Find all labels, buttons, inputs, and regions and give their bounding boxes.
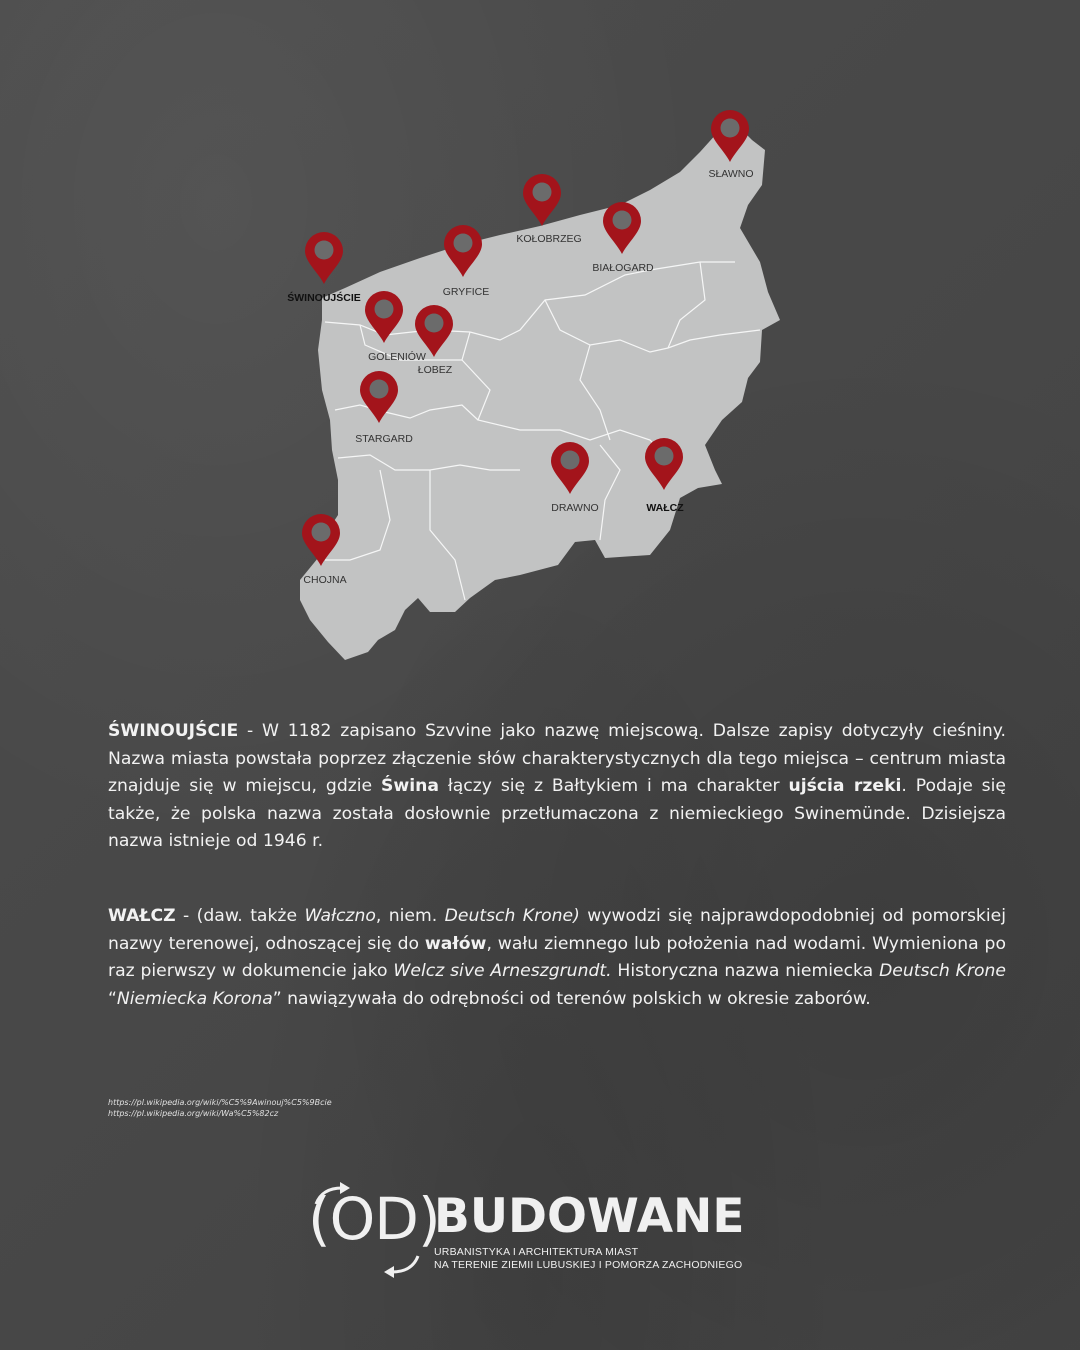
map-pin-hole [655, 447, 674, 466]
logo-od: (OD) [308, 1185, 440, 1253]
bold-term: wałów [424, 933, 487, 954]
text-span: Historyczna nazwa niemiecka [611, 961, 880, 982]
source-link[interactable]: https://pl.wikipedia.org/wiki/%C5%9Awinouj%C5%9Bcie [108, 1098, 332, 1107]
city-label: ŁOBEZ [417, 364, 453, 376]
map-pin-hole [533, 183, 552, 202]
city-label: BIAŁOGARD [592, 262, 654, 274]
logo-subtitle [434, 1246, 742, 1272]
map-pin-5[interactable] [287, 232, 361, 304]
map-pin-hole [312, 523, 331, 542]
text-span: - W 1182 zapisano Szvvine jako nazwę miejscową. Dalsze zapisy dotyczyły cieśniny. Nazwa miasta powstała poprzez złączenie słów charakterystycznych dla tego miejsca – centrum miasta znajduje się w miejscu, gdzie [108, 721, 1006, 797]
italic-term: Welcz sive Arneszgrundt. [393, 961, 612, 982]
walcz-description [108, 903, 1006, 1013]
italic-term: Wałczno [304, 906, 376, 926]
swinoujscie-heading: ŚWINOUJŚCIE [108, 721, 239, 741]
map-pin-hole [425, 314, 444, 333]
map-pin-2[interactable] [516, 174, 581, 245]
text-span: łączy się z Bałtykiem i ma charakter [438, 776, 789, 797]
city-label: STARGARD [355, 433, 413, 445]
city-label: DRAWNO [551, 502, 599, 514]
bold-term: Świna [381, 776, 439, 797]
city-label: GRYFICE [442, 286, 490, 298]
map-pin-hole [561, 451, 580, 470]
text-span: wywodzi się najprawdopodobniej od pomorskiej nazwy terenowej, odnoszącej się do [108, 906, 1006, 954]
map-pin-hole [721, 119, 740, 138]
city-label: KOŁOBRZEG [516, 233, 582, 245]
text-span: - (daw. także [175, 906, 305, 926]
swinoujscie-description [108, 718, 1006, 856]
text-span: “ [108, 988, 117, 1009]
italic-term: Deutsch Krone) [444, 906, 580, 926]
city-label: ŚWINOUJŚCIE [287, 292, 361, 304]
italic-term: Deutsch Krone [879, 961, 1006, 982]
logo-title: BUDOWANE [434, 1189, 745, 1244]
text-span: . Podaje się także, że polska nazwa została dosłownie przetłumaczona z niemieckiego Swinemünde. Dzisiejsza nazwa istnieje od 1946 r. [108, 776, 1006, 852]
text-span: ” nawiązywała do odrębności od terenów polskich w okresie zaborów. [272, 988, 871, 1009]
italic-term: Niemiecka Korona [116, 988, 273, 1009]
map-pin-hole [370, 380, 389, 399]
text-span: , wału ziemnego lub położenia nad wodami. Wymieniona po raz pierwszy w dokumencie jako [108, 933, 1006, 982]
walcz-heading: WAŁCZ [108, 906, 176, 926]
cycle-arrow-icon [382, 1254, 422, 1278]
city-label: WAŁCZ [646, 502, 684, 514]
city-label: GOLENIÓW [368, 351, 426, 363]
map-pin-hole [613, 211, 632, 230]
sources [108, 1097, 332, 1119]
source-link[interactable]: https://pl.wikipedia.org/wiki/Wa%C5%82cz [108, 1109, 279, 1118]
map-pin-hole [315, 241, 334, 260]
city-label: CHOJNA [303, 574, 347, 586]
city-label: SŁAWNO [708, 168, 754, 180]
logo-subtitle-line: NA TERENIE ZIEMII LUBUSKIEJ I POMORZA ZACHODNIEGO [434, 1259, 743, 1271]
map-pin-hole [375, 300, 394, 319]
map-pin-hole [454, 234, 473, 253]
logo-subtitle-line: URBANISTYKA I ARCHITEKTURA MIAST [434, 1246, 639, 1258]
bold-term: ujścia rzeki [788, 776, 902, 797]
text-span: , niem. [375, 906, 445, 926]
logo [306, 1182, 766, 1282]
